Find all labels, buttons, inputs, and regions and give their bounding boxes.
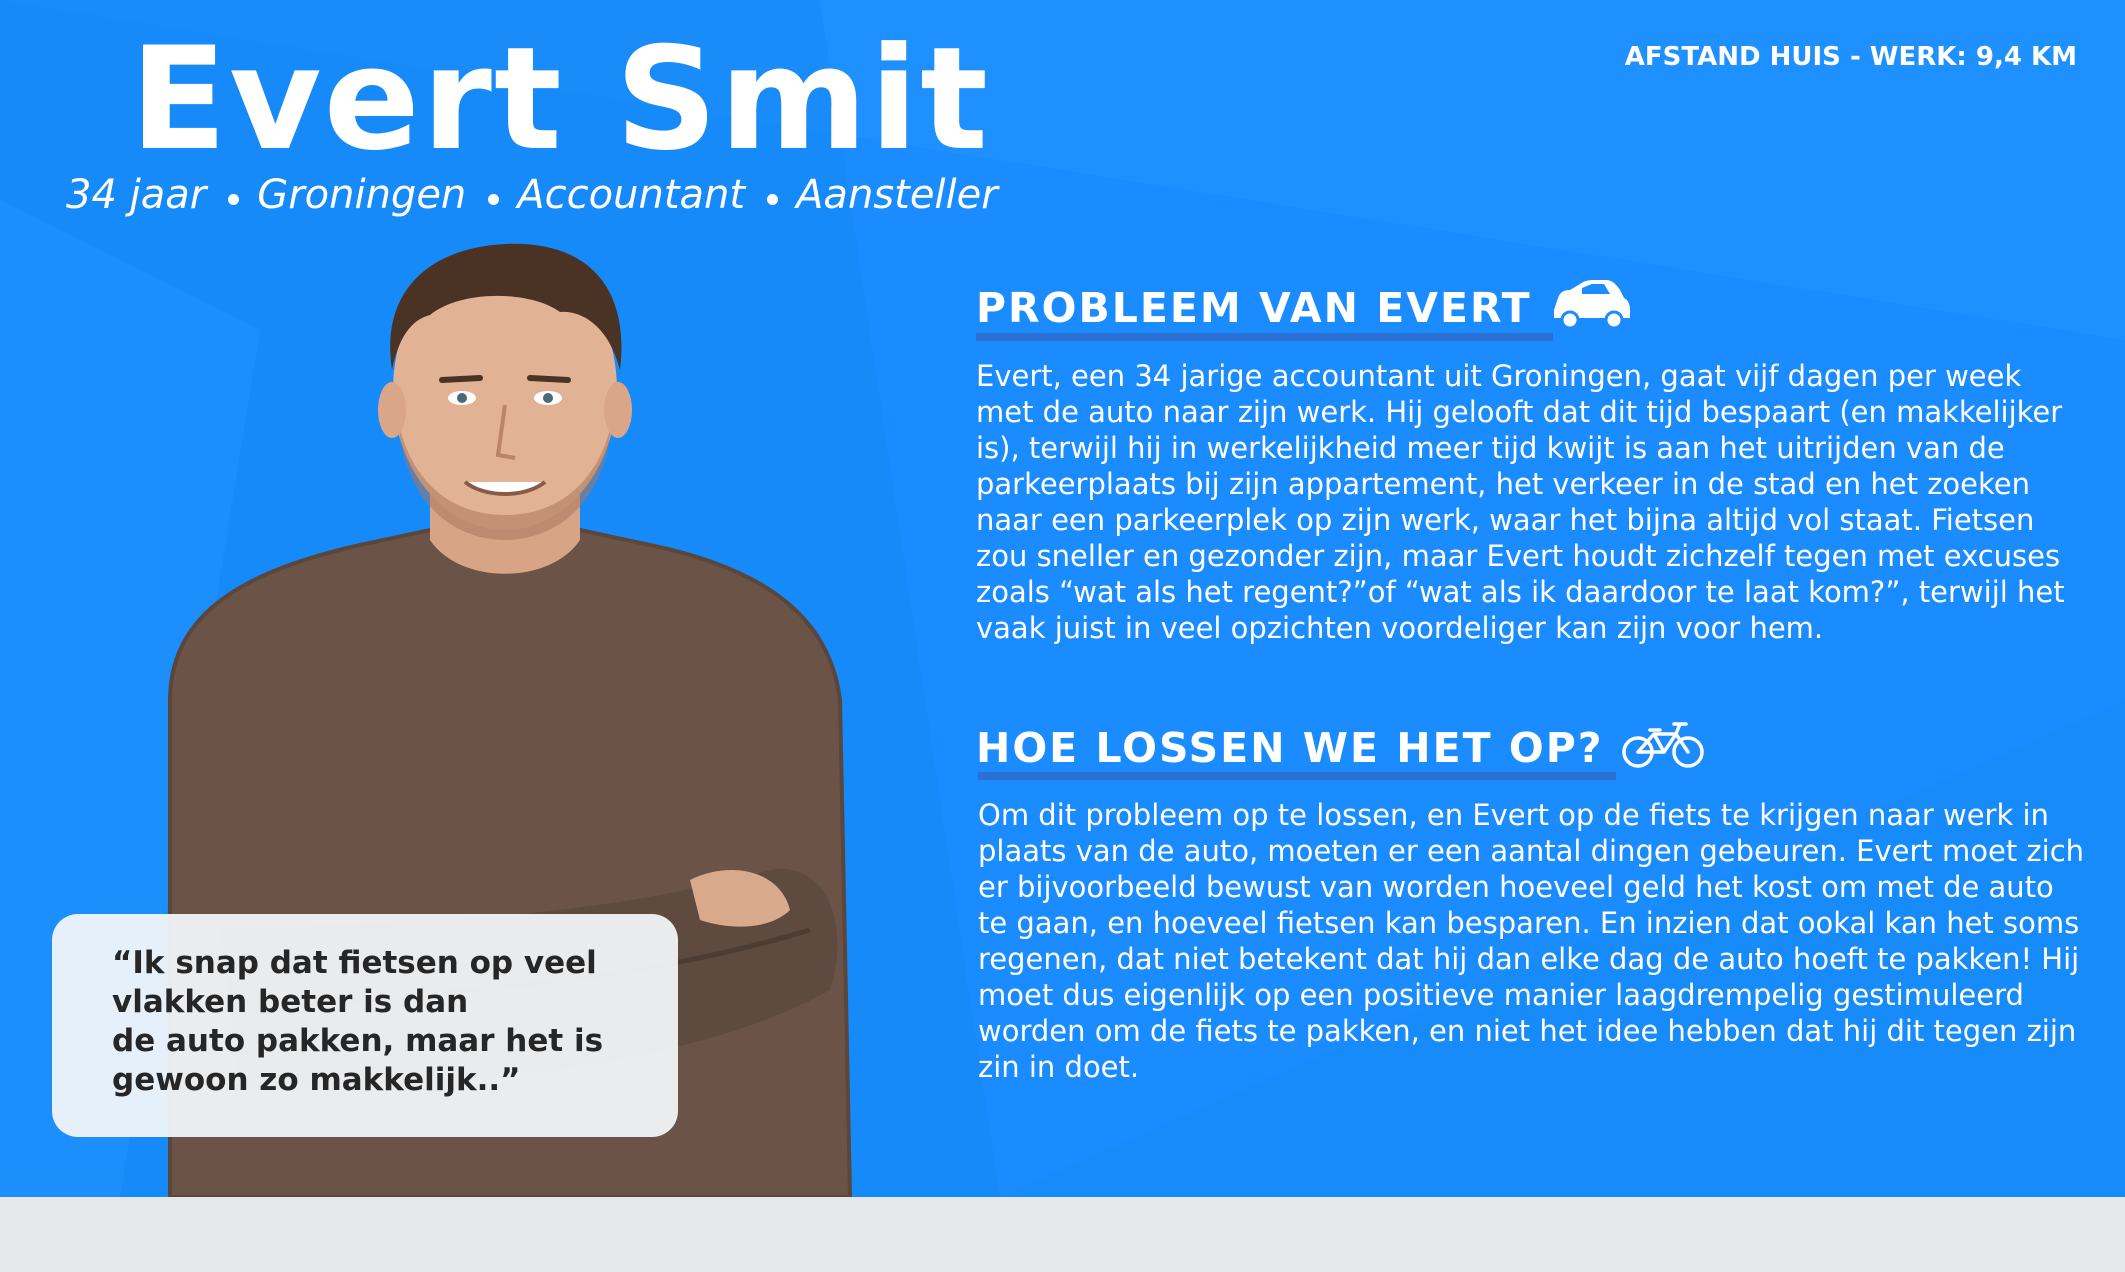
problem-underline [976, 333, 1553, 341]
quote-line: vlakken beter is dan [112, 984, 469, 1020]
persona-city: Groningen [257, 172, 467, 218]
solution-title: HOE LOSSEN WE HET OP? [976, 724, 1604, 772]
persona-role: Aansteller [796, 172, 998, 218]
solution-heading [976, 716, 1706, 780]
quote-line: “Ik snap dat fietsen op veel [112, 945, 597, 981]
solution-underline [978, 772, 1616, 780]
problem-title: PROBLEEM VAN EVERT [976, 284, 1532, 332]
persona-details [66, 172, 998, 218]
bullet-icon [228, 194, 239, 205]
solution-text: Om dit probleem op te lossen, en Evert op de fiets te krijgen naar werk in plaats van de auto, moeten er een aantal dingen gebeuren. Evert moet zich er bijvoorbeeld bewust van worden hoeveel geld het kost om met de auto te gaan, en hoeveel fietsen kan besparen. En inzien dat ookal kan het soms regenen, dat niet betekent dat hij dan elke dag de auto hoeft te pakken! Hij moet dus eigenlijk op een positieve manier laagdrempelig gestimuleerd worden om de fiets te pakken, en niet het idee hebben dat hij dit tegen zijn zin in doet. [978, 798, 2085, 1084]
persona-quote [112, 944, 672, 1100]
persona-job: Accountant [517, 172, 746, 218]
problem-text: Evert, een 34 jarige accountant uit Groningen, gaat vijf dagen per week met de auto naar zijn werk. Hij gelooft dat dit tijd bespaart (en makkelijker is), terwijl hij in werkelijkheid meer tijd kwijt is aan het uitrijden van de parkeerplaats bij zijn appartement, het verkeer in de stad en het zoeken naar een parkeerplek op zijn werk, waar het bijna altijd vol staat. Fietsen zou sneller en gezonder zijn, maar Evert houdt zichzelf tegen met excuses zoals “wat als het regent?”of “wat als ik daardoor te laat kom?”, terwijl het vaak juist in veel opzichten voordeliger kan zijn voor hem. [976, 359, 2065, 645]
distance-label: AFSTAND HUIS - WERK: 9,4 KM [1624, 42, 2077, 72]
quote-line: gewoon zo makkelijk..” [112, 1062, 521, 1098]
persona-age: 34 jaar [66, 172, 207, 218]
quote-box [52, 914, 678, 1137]
bottom-strip [0, 1197, 2125, 1272]
car-icon [1548, 276, 1632, 340]
problem-heading [976, 276, 1632, 340]
quote-line: de auto pakken, maar het is [112, 1023, 604, 1059]
persona-name: Evert Smit [130, 17, 991, 182]
bullet-icon [488, 194, 499, 205]
bullet-icon [767, 194, 778, 205]
bicycle-icon [1620, 716, 1706, 780]
